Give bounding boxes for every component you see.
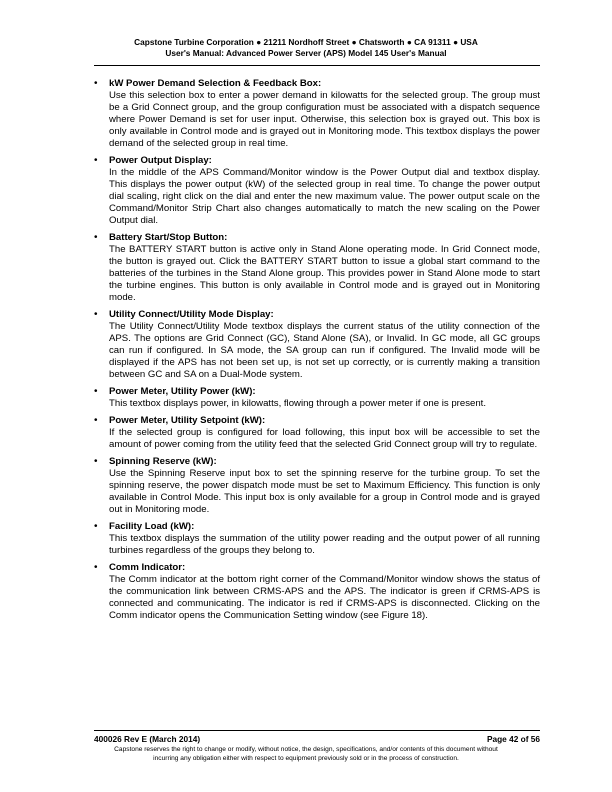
bullet-icon: • [94,309,98,320]
section-body: This textbox displays the summation of the utility power reading and the output power of all running turbines regardless of the groups they belong to. [109,533,540,556]
document-body [94,78,540,627]
section-body: The Comm indicator at the bottom right corner of the Command/Monitor window shows the status of the communication link between CRMS-APS and the APS. The indicator is green if CRMS-APS is connected and communicating. The indicator is red if CRMS-APS is disconnected. Clicking on the Comm indicator opens the Communication Setting window (see Figure 18). [109,574,540,621]
section-title: Spinning Reserve (kW): [109,456,217,467]
bullet-icon: • [94,562,98,573]
bullet-icon: • [94,155,98,166]
section-body: Use the Spinning Reserve input box to set the spinning reserve for the turbine group. To set the spinning reserve, the power dispatch mode must be set to Maximum Efficiency. This function is only available in Control Mode. This input box is only available for a group in Control mode and is grayed out in Monitoring mode. [109,468,540,515]
bullet-icon: • [94,232,98,243]
section-utility-connect-mode [94,309,540,381]
header-company-line: Capstone Turbine Corporation ● 21211 Nordhoff Street ● Chatsworth ● CA 91311 ● USA [134,37,478,47]
section-body: This textbox displays power, in kilowatts, flowing through a power meter if one is present. [109,398,487,409]
section-kw-power-demand [94,78,540,150]
section-title: kW Power Demand Selection & Feedback Box: [109,78,322,89]
page-header [0,37,612,59]
section-utility-power [94,386,540,410]
section-battery-start-stop [94,232,540,304]
section-list [94,78,540,622]
section-body: In the middle of the APS Command/Monitor window is the Power Output dial and textbox display. This displays the power output (kW) of the selected group in real time. To change the power output dial scaling, right click on the dial and enter the new maximum value. The power output scale on the Command/Monitor Strip Chart also changes automatically to match the new scaling on the Power Output dial. [109,167,540,226]
section-title: Power Output Display: [109,155,212,166]
section-title: Utility Connect/Utility Mode Display: [109,309,274,320]
bullet-icon: • [94,521,98,532]
section-spinning-reserve [94,456,540,516]
section-body: If the selected group is configured for load following, this input box will be accessible to set the amount of power coming from the utility feed that the selected Grid Connect group will try to regulate. [109,427,540,450]
section-title: Power Meter, Utility Power (kW): [109,386,256,397]
section-title: Comm Indicator: [109,562,186,573]
section-power-output-display [94,155,540,227]
bullet-icon: • [94,78,98,89]
disclaimer-line-2: incurring any obligation either with respect to equipment previously sold or in the process of construction. [153,754,459,762]
section-title: Facility Load (kW): [109,521,195,532]
footer-doc-id: 400026 Rev E (March 2014) [94,734,201,744]
section-title: Battery Start/Stop Button: [109,232,228,243]
section-facility-load [94,521,540,557]
section-title: Power Meter, Utility Setpoint (kW): [109,415,266,426]
header-divider [94,65,540,66]
bullet-icon: • [94,456,98,467]
section-comm-indicator [94,562,540,622]
section-body: The BATTERY START button is active only in Stand Alone operating mode. In Grid Connect mode, the button is grayed out. Click the BATTERY START button to issue a global start command to the batteries of the turbines in the Stand Alone group. This provides power in Stand Alone mode to start the turbine engines. This button is only available in Control mode and is grayed out in Monitoring mode. [109,244,540,303]
section-utility-setpoint [94,415,540,451]
bullet-icon: • [94,415,98,426]
bullet-icon: • [94,386,98,397]
footer-divider [94,730,540,731]
disclaimer-line-1: Capstone reserves the right to change or modify, without notice, the design, specifications, and/or contents of this document without [114,746,498,753]
header-manual-title: User's Manual: Advanced Power Server (APS) Model 145 User's Manual [165,48,447,58]
section-body: Use this selection box to enter a power demand in kilowatts for the selected group. The group must be a Grid Connect group, and the group configuration must be associated with a dispatch sequence where Power Demand is set for user input. Otherwise, this selection box is grayed out. This box is only available in Control mode and is grayed out in Monitoring mode. This textbox displays the power demand of the selected group in real time. [109,90,540,149]
footer-disclaimer [80,746,532,763]
footer-page-number: Page 42 of 56 [486,734,540,744]
section-body: The Utility Connect/Utility Mode textbox displays the current status of the utility connection of the APS. The options are Grid Connect (GC), Stand Alone (SA), or Invalid. In GC mode, all GC groups can run if configured. In SA mode, the SA group can run if configured. The Invalid mode will be displayed if the APS has not been set up, is not set up correctly, or is currently making a transition between GC and SA on a Dual-Mode system. [109,321,540,380]
